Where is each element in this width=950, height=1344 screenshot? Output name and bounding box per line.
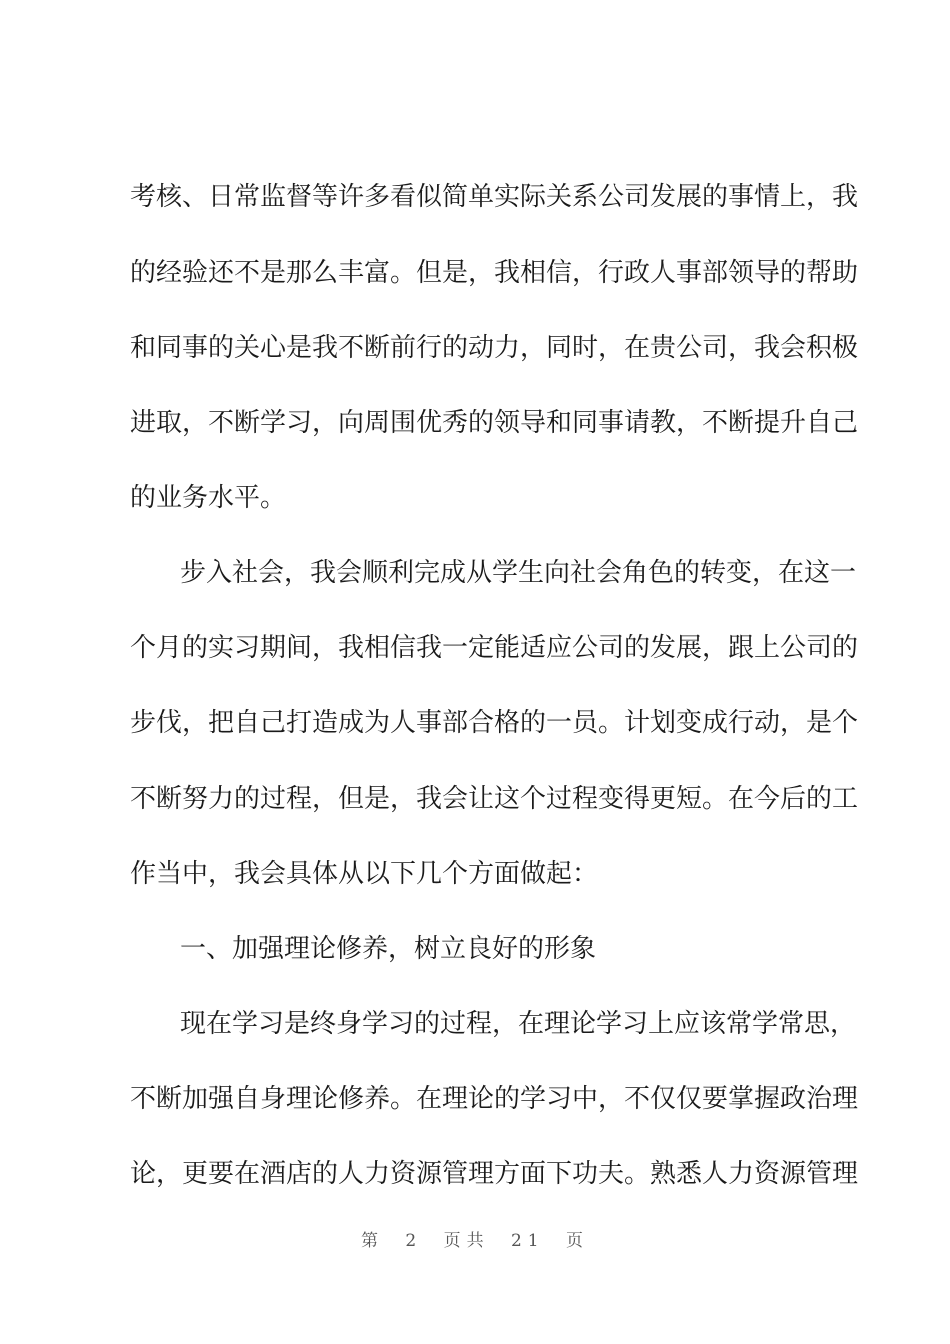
paragraph-line: 的业务水平。 [130, 483, 287, 513]
paragraph-line: 作当中，我会具体从以下几个方面做起： [130, 859, 599, 889]
paragraph-line: 步伐，把自己打造成为人事部合格的一员。计划变成行动，是个 [130, 708, 859, 738]
paragraph-line: 的经验还不是那么丰富。但是，我相信，行政人事部领导的帮助 [130, 258, 859, 288]
paragraph-line: 不断努力的过程，但是，我会让这个过程变得更短。在今后的工 [130, 784, 859, 814]
page-number-footer: 第 2 页共 21 页 [360, 1231, 590, 1251]
paragraph-line: 步入社会，我会顺利完成从学生向社会角色的转变，在这一 [180, 558, 857, 588]
paragraph-line: 考核、日常监督等许多看似简单实际关系公司发展的事情上，我 [130, 182, 859, 212]
paragraph-line: 不断加强自身理论修养。在理论的学习中，不仅仅要掌握政治理 [130, 1084, 859, 1114]
paragraph-line: 现在学习是终身学习的过程，在理论学习上应该常学常思， [180, 1009, 857, 1039]
paragraph-line: 进取，不断学习，向周围优秀的领导和同事请教，不断提升自己 [130, 408, 859, 438]
paragraph-line: 和同事的关心是我不断前行的动力，同时，在贵公司，我会积极 [130, 333, 859, 363]
section-heading: 一、加强理论修养，树立良好的形象 [180, 934, 597, 964]
paragraph-line: 个月的实习期间，我相信我一定能适应公司的发展，跟上公司的 [130, 633, 859, 663]
paragraph-line: 论，更要在酒店的人力资源管理方面下功夫。熟悉人力资源管理 [130, 1159, 859, 1189]
